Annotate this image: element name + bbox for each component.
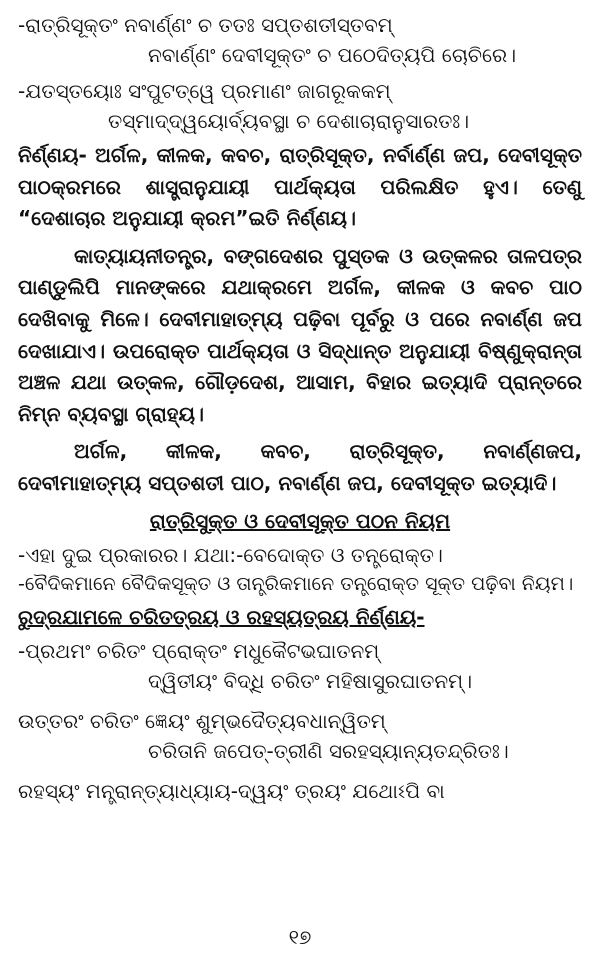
verse-line-dwitiya: ଦ୍ୱିତୀୟଂ ବିଦ୍ଧି ଚରିତଂ ମହିଷାସୁରଘାତନମ୍।: [148, 669, 473, 694]
verse-line-uttara: ଉତ୍ତରଂ ଚରିତଂ ଜ୍ଞେୟଂ ଶୁମ୍ଭଦୈତ୍ୟବଧାନ୍ୱିତମ୍: [18, 709, 386, 734]
section-heading-ratrisukta: ରାତ୍ରିସୁକ୍ତ ଓ ଦେବୀସୂକ୍ତ ପଠନ ନିୟମ: [149, 508, 451, 533]
verse-line-charitani: ଚରିତାନି ଜପେତ୍-ତ୍ରୀଣି ସରହସ୍ୟାନ୍ୟତନ୍ଦ୍ରିତଃ।: [148, 739, 509, 764]
section-heading-rudrayamala: ରୁଦ୍ରଯାମଳେ ଚରିତତ୍ରୟ ଓ ରହସ୍ୟତ୍ରୟ ନିର୍ଣ୍ଣୟ-: [18, 605, 425, 630]
verse-line-3: -ଯତସ୍ତୟୋଃ ସଂପୁଟତ୍ୱେ ପ୍ରମାଣଂ ଜାଗରୂକକମ୍: [18, 79, 391, 103]
verse-line-prathama: -ପ୍ରଥମଂ ଚରିତଂ ପ୍ରୋକ୍ତଂ ମଧୁକୈଟଭଘାତନମ୍: [18, 639, 380, 664]
katyayani-paragraph: କାତ୍ୟାୟନୀତନ୍ତ୍ର, ବଙ୍ଗଦେଶର ପୁସ୍ତକ ଓ ଉତ୍କଳର ତାଳପତ୍ର ପାଣ୍ଡୁଲିପି ମାନଙ୍କରେ ଯଥାକ୍ରମେ ଅର୍ଗଳ, କୀଳକ ଓ କବଚ ପାଠ ଦେଖିବାକୁ ମିଳେ। ଦେବୀମାହାତ୍ମ୍ୟ ପଢ଼ିବା ପୂର୍ବରୁ ଓ ପରେ ନବାର୍ଣ୍ଣ ଜପ ଦେଖାଯାଏ। ଉପରୋକ୍ତ ପାର୍ଥକ୍ୟତା ଓ ସିଦ୍ଧାନ୍ତ ଅନୁଯାୟୀ ବିଷ୍ଣୁକ୍ରାନ୍ତା ଅଞ୍ଚଳ ଯଥା ଉତ୍କଳ, ଗୌଡ଼ଦେଶ, ଆସାମ, ବିହାର ଇତ୍ୟାଦି ପ୍ରାନ୍ତରେ ନିମ୍ନ ବ୍ୟବସ୍ଥା ଗ୍ରାହ୍ୟ।: [18, 243, 582, 426]
nirnaya-paragraph: ନିର୍ଣ୍ଣୟ- ଅର୍ଗଳ, କୀଳକ, କବଚ, ରାତ୍ରିସୂକ୍ତ, ନର୍ବାର୍ଣ୍ଣ ଜପ, ଦେବୀସୂକ୍ତ ପାଠକ୍ରମରେ ଶାସ୍ତ୍ରାନୁଯାୟୀ ପାର୍ଥକ୍ୟତା ପରିଲକ୍ଷିତ ହୁଏ। ତେଣୁ “ଦେଶାଚାର ଅନୁଯାୟୀ କ୍ରମ”ଇତି ନିର୍ଣ୍ଣୟ।: [18, 143, 582, 231]
two-types-line: -ଏହା ଦୁଇ ପ୍ରକାରର। ଯଥା:-ବେଦୋକ୍ତ ଓ ତନ୍ତ୍ରୋକ୍ତ।: [18, 542, 443, 567]
verse-line-2: ନବାର୍ଣ୍ଣଂ ଦେବୀସୂକ୍ତଂ ଚ ପଠେଦିତ୍ୟପି ଚୋଚିରେ।: [148, 43, 517, 67]
sequence-paragraph: ଅର୍ଗଳ, କୀଳକ, କବଚ, ରାତ୍ରିସୂକ୍ତ, ନବାର୍ଣ୍ଣଜପ, ଦେବୀମାହାତ୍ମ୍ୟ ସପ୍ତଶତୀ ପାଠ, ନବାର୍ଣ୍ଣ ଜପ, ଦେବୀସୂକ୍ତ ଇତ୍ୟାଦି।: [18, 439, 582, 495]
page-number: ୧୭: [288, 925, 312, 949]
verse-line-1: -ରାତ୍ରିସୂକ୍ତଂ ନବାର୍ଣ୍ଣଂ ଚ ତତଃ ସପ୍ତଶତୀସ୍ତବମ୍: [18, 13, 393, 37]
verse-line-rahasya: ରହସ୍ୟଂ ମନ୍ତ୍ରାନ୍ତ୍ୟାଧ୍ୟାୟ-ଦ୍ୱୟଂ ତ୍ରୟଂ ଯଥୋଽପି ବା: [18, 779, 445, 804]
verse-line-4: ତସ୍ମାଦ୍‌ଦ୍ୱୟୋର୍ବ୍ୟବସ୍ଥା ଚ ଦେଶାଚାରାନୁସାରତଃ।: [108, 109, 470, 133]
vaidika-line: -ବୈଦିକମାନେ ବୈଦିକସୂକ୍ତ ଓ ତାନ୍ତ୍ରିକମାନେ ତନ୍ତ୍ରୋକ୍ତ ସୂକ୍ତ ପଢ଼ିବା ନିୟମ।: [18, 572, 574, 595]
